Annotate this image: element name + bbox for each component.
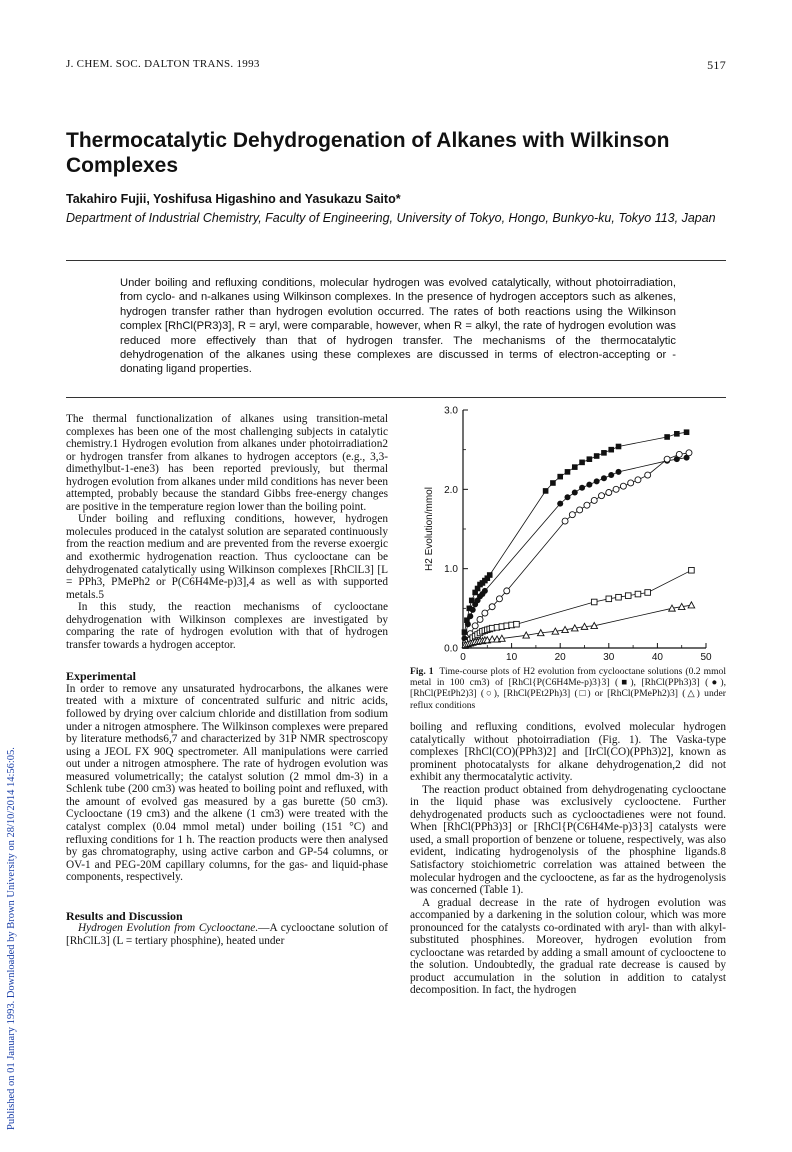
y-tick-label: 3.0 <box>444 405 458 417</box>
filled-square-point <box>462 629 468 635</box>
y-axis-label: H2 Evolution/mmol <box>424 487 435 571</box>
open-square-point <box>689 567 695 573</box>
x-tick-label: 30 <box>603 652 615 662</box>
open-circle-point <box>477 616 483 622</box>
caption-label: Fig. 1 <box>410 666 434 677</box>
filled-square-point <box>487 572 493 578</box>
intro-paragraph-3: In this study, the reaction mechanisms of cyclooctane dehydrogenation with Wilkinson complexes are investigated by comparing the rate of hydrogen evolution with that of hydrogen transfer towards a hydrogen acceptor. <box>66 601 388 651</box>
open-circle-point <box>686 450 692 456</box>
filled-circle-point <box>616 469 622 475</box>
filled-square-point <box>587 456 593 462</box>
results-subheading: Hydrogen Evolution from Cyclooctane. <box>78 922 259 935</box>
fit-curve <box>463 458 687 648</box>
filled-square-point <box>664 434 670 440</box>
article-affiliation: Department of Industrial Chemistry, Faculty of Engineering, University of Tokyo, Hongo, Bunkyo-ku, Tokyo 113, Japan <box>66 211 716 225</box>
filled-circle-point <box>470 607 476 613</box>
experimental-paragraph: In order to remove any unsaturated hydrocarbons, the alkanes were treated with a mixture of concentrated sulfuric and nitric acids, followed by drying over calcium chloride and distillation from sodium under a nitrogen atmosphere. The Wilkinson complexes were prepared by literature methods6,7 and characterized by 31P NMR spectroscopy using a JEOL FX 90Q spectrometer. All manipulations were carried out under a nitrogen atmosphere. The rate of hydrogen evolution was measured volumetrically; the catalyst solution (2 mmol dm-3) in a Schlenk tube (200 cm3) was heated to boiling point and refluxed, with the amount of evolved gas measured by a gas burette (50 cm3). Cyclooctane (19 cm3) and the alkene (1 cm3) were treated with the catalyst complex (0.04 mmol metal) under boiling (151 °C) and refluxing conditions for 1 h. The reaction products were then analysed by gas chromatography, using active carbon and GP-54 columns, or OV-1 and PEG-20M capillary columns, for the gas- and liquid-phase components, respectively. <box>66 682 388 884</box>
open-circle-point <box>577 507 583 513</box>
filled-circle-point <box>586 482 592 488</box>
right-paragraph-1: boiling and refluxing conditions, evolved molecular hydrogen catalytically without photoirradiation (Fig. 1). The Vaska-type complexes [RhCl(CO)(PPh3)2] and [IrCl(CO)(PPh3)2], known as prominent photocatalysts for alkane dehydrogenation,2 did not exhibit any thermocatalytic activity. <box>410 721 726 784</box>
top-divider <box>66 260 726 261</box>
y-tick-label: 2.0 <box>444 484 458 496</box>
filled-circle-point <box>467 613 473 619</box>
figure-caption <box>410 666 726 711</box>
open-circle-point <box>591 497 597 503</box>
abstract-divider <box>66 397 726 398</box>
open-circle-point <box>606 490 612 496</box>
filled-square-point <box>572 464 578 470</box>
filled-square-point <box>608 447 614 453</box>
results-heading: Results and Discussion <box>66 908 183 923</box>
right-column <box>410 721 726 997</box>
open-square-point <box>625 593 631 599</box>
filled-square-point <box>684 429 690 435</box>
results-text: —A cyclooctane solution of [RhClL3] (L = tertiary phosphine), heated under <box>66 922 388 947</box>
open-square-point <box>635 591 641 597</box>
caption-text: Time-course plots of H2 evolution from cyclooctane solutions (0.2 mmol metal in 100 cm3) of [RhCl{P(C6H4Me-p)3}3] (■), [RhCl(PPh3)3] (●), [RhCl(PEtPh2)3] (○), [RhCl(PEt2Ph)3] (□) or [RhCl(PMePh2)3] (△) under reflux conditions <box>410 666 727 711</box>
article-title: Thermocatalytic Dehydrogenation of Alkanes with Wilkinson Complexes <box>66 129 670 177</box>
right-paragraph-2: The reaction product obtained from dehydrogenating cyclooctane in the liquid phase was exclusively cyclooctene. Further dehydrogenated products such as cyclooctadienes were not found. When [RhCl(PPh3)3] or [RhCl{P(C6H4Me-p)3}3] catalysts were used, a small proportion of benzene or toluene, respectively, was also evident, indicating hydrogenolysis of the phosphine ligands.8 Satisfactory stoichiometric correlation was attained between the molecular hydrogen and the cyclooctene, as far as the hydrogenolysis was concerned (Table 1). <box>410 783 726 897</box>
open-circle-point <box>645 472 651 478</box>
y-tick-label: 1.0 <box>444 564 458 576</box>
open-circle-point <box>584 502 590 508</box>
x-tick-label: 10 <box>506 652 518 662</box>
abstract: Under boiling and refluxing conditions, molecular hydrogen was evolved catalytically, without photoirradiation, from cyclo- and n-alkanes using Wilkinson complexes. In the presence of hydrogen acceptors such as alkenes, hydrogen transfer rather than hydrogen evolution occurred. The rates of both reactions using the Wilkinson complex [RhCl(PR3)3], R = aryl, were comparable, however, when R = alkyl, the rate of hydrogen evolution was reduced more effectively than that of hydrogen transfer. The mechanisms of the thermocatalytic dehydrogenation of the alkanes using these complexes are discussed in terms of electron-accepting or -donating ligand properties. <box>120 277 676 376</box>
journal-header: J. CHEM. SOC. DALTON TRANS. 1993 <box>66 58 260 70</box>
page-number: 517 <box>707 58 726 72</box>
filled-square-point <box>674 431 680 437</box>
open-circle-point <box>664 456 670 462</box>
x-tick-label: 20 <box>554 652 566 662</box>
open-square-point <box>606 596 612 602</box>
open-circle-point <box>482 610 488 616</box>
y-tick-label: 0.0 <box>444 643 458 655</box>
filled-circle-point <box>594 478 600 484</box>
open-circle-point <box>628 480 634 486</box>
open-circle-point <box>569 512 575 518</box>
intro-paragraph-1: The thermal functionalization of alkanes using transition-metal complexes has been one of the most challenging subjects in catalytic chemistry.1 Hydrogen evolution from alkanes under photoirradiation2 or hydrogen transfer from alkanes to hydrogen acceptors (e.g., 3,3-dimethylbut-1-ene3) has been reported previously, but thermal hydrogen evolution from alkanes under mild conditions has never been attempted, probably because the standard Gibbs free-energy changes are positive in the temperature region lower than the boiling point. <box>66 413 388 513</box>
filled-circle-point <box>557 501 563 507</box>
filled-square-point <box>579 460 585 466</box>
filled-circle-point <box>572 490 578 496</box>
open-square-point <box>591 599 597 605</box>
open-circle-point <box>496 596 502 602</box>
filled-circle-point <box>601 475 607 481</box>
open-triangle-point <box>688 602 695 608</box>
filled-square-point <box>616 444 622 450</box>
open-square-point <box>616 594 622 600</box>
filled-circle-point <box>608 472 614 478</box>
x-tick-label: 0 <box>460 652 466 662</box>
open-circle-point <box>613 486 619 492</box>
open-circle-point <box>676 451 682 457</box>
intro-paragraph-2: Under boiling and refluxing conditions, however, hydrogen molecules produced in the catalyst solution are separated continuously from the reaction medium and are prevented from the reverse exoergic and exothermic hydrogenation reaction. Thus cyclooctane can be dehydrogenated catalytically using Wilkinson complexes [RhClL3] [L = PPh3, PMePh2 or P(C6H4Me-p)3],4 as well as with supported metals.5 <box>66 513 388 601</box>
open-circle-point <box>489 604 495 610</box>
open-circle-point <box>504 588 510 594</box>
open-circle-point <box>562 518 568 524</box>
filled-circle-point <box>579 485 585 491</box>
h2-evolution-chart <box>410 400 730 662</box>
filled-circle-point <box>482 588 488 594</box>
left-column <box>66 413 388 947</box>
open-circle-point <box>599 493 605 499</box>
filled-square-point <box>565 469 571 475</box>
open-circle-point <box>635 477 641 483</box>
open-square-point <box>645 590 651 596</box>
filled-circle-point <box>465 621 471 627</box>
filled-circle-point <box>564 494 570 500</box>
results-paragraph <box>66 922 388 947</box>
filled-square-point <box>557 474 563 480</box>
filled-square-point <box>550 480 556 486</box>
experimental-heading: Experimental <box>66 669 136 684</box>
article-authors: Takahiro Fujii, Yoshifusa Higashino and Yasukazu Saito* <box>66 192 401 206</box>
download-watermark[interactable]: Published on 01 January 1993. Downloaded by Brown University on 28/10/2014 14:56:05. <box>6 747 17 1130</box>
open-circle-point <box>620 483 626 489</box>
open-circle-point <box>472 623 478 629</box>
right-paragraph-3: A gradual decrease in the rate of hydrogen evolution was accompanied by a darkening in the solution colour, which was more pronounced for the catalysts co-ordinated with aryl- than with alkyl-substituted phosphines. Moreover, hydrogen evolution from cyclooctane was retarded by adding a small amount of cyclooctene to the solution. Undoubtedly, the gradual rate decrease is caused by product accumulation in the solution in addition to catalyst decomposition. In fact, the hydrogen <box>410 896 726 997</box>
x-tick-label: 40 <box>651 652 663 662</box>
x-tick-label: 50 <box>700 652 712 662</box>
figure-1 <box>410 400 730 672</box>
open-square-point <box>514 621 520 627</box>
filled-square-point <box>601 450 607 456</box>
filled-square-point <box>543 488 549 494</box>
fit-curve <box>463 453 689 648</box>
filled-square-point <box>594 453 600 459</box>
